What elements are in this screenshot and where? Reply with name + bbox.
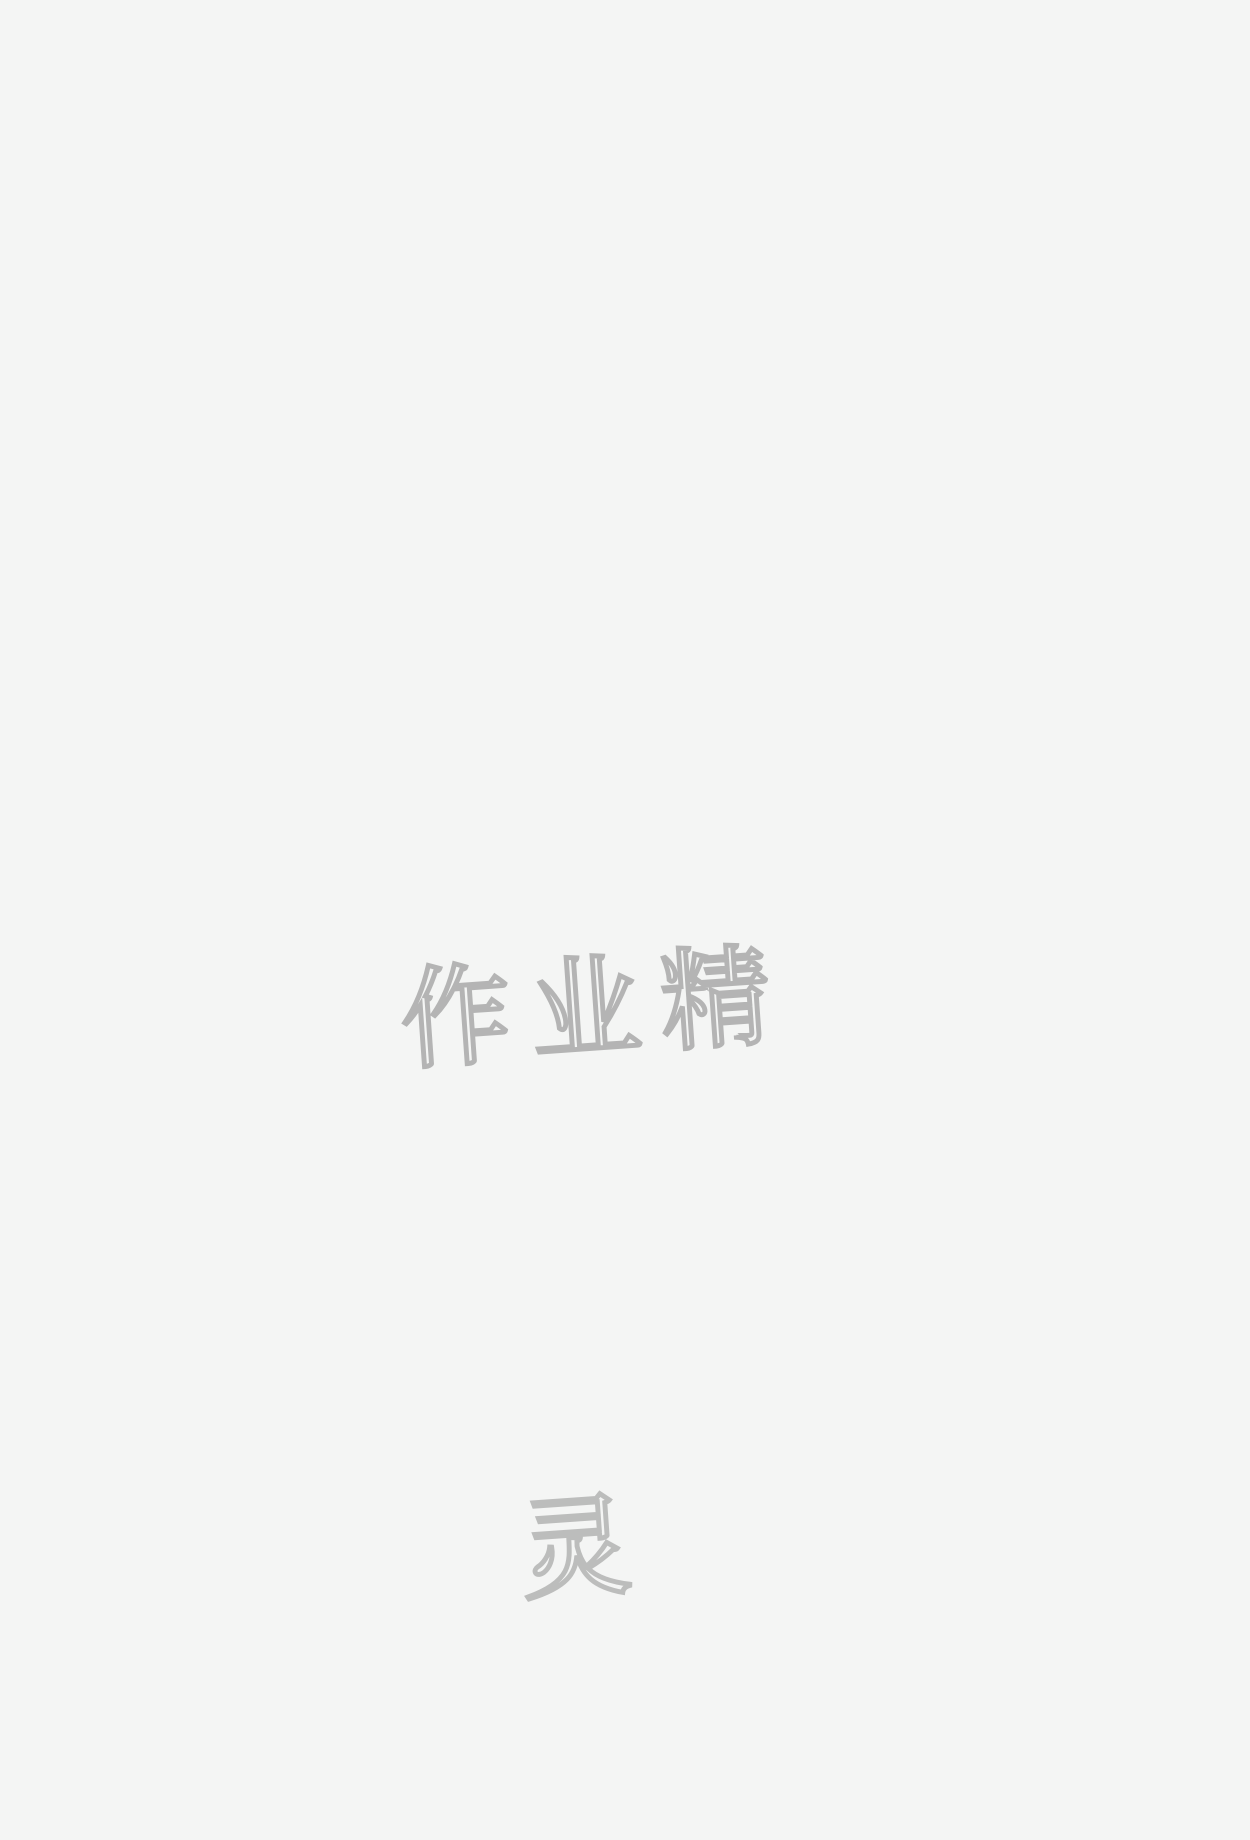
- watermark: 作业精: [396, 930, 795, 1086]
- watermark-secondary: 灵: [516, 1479, 655, 1617]
